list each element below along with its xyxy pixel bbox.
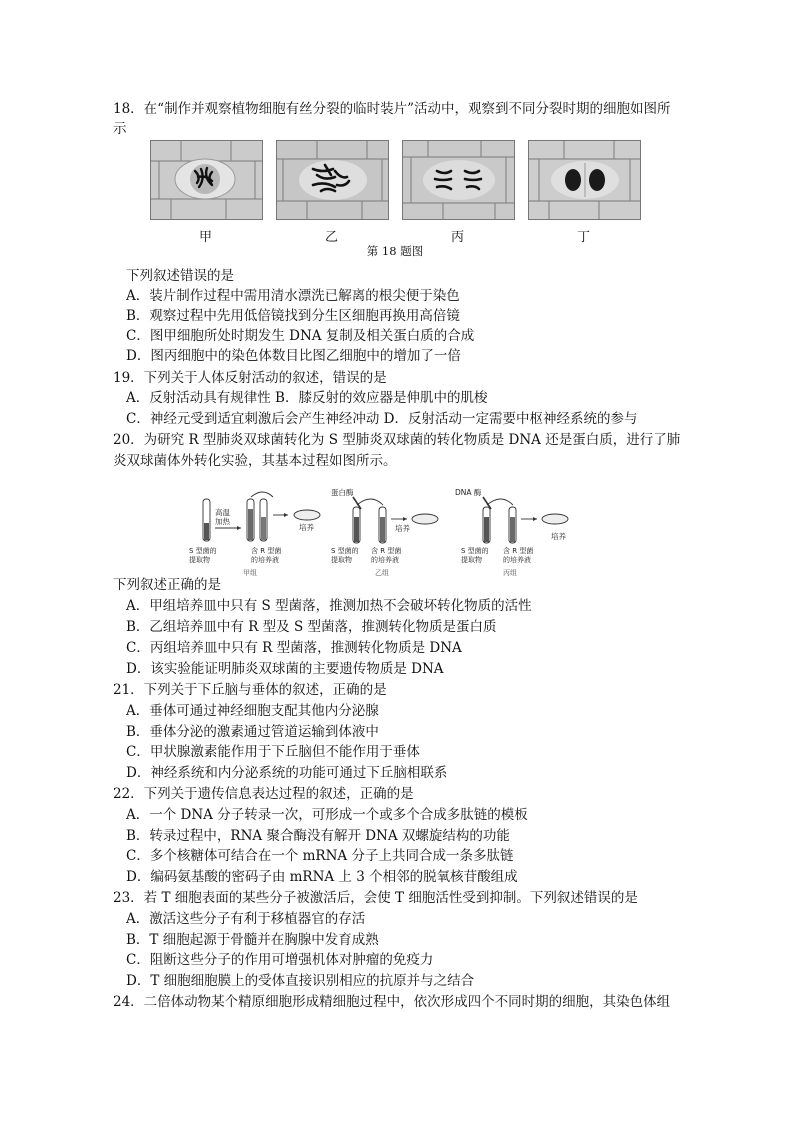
q21-option-a: A．垂体可通过神经细胞支配其他内分泌腺 (126, 703, 379, 719)
heat-label-2: 加热 (215, 517, 230, 526)
extract-label-1b: 提取物 (189, 556, 210, 564)
extract-label-2b: 提取物 (331, 556, 352, 564)
q21-stem: 21．下列关于下丘脑与垂体的叙述，正确的是 (113, 682, 387, 698)
extract-label-1a: S 型菌的 (189, 547, 217, 555)
q18-option-b: B．观察过程中先用低倍镜找到分生区细胞再换用高倍镜 (126, 308, 460, 324)
q18-lead: 下列叙述错误的是 (126, 268, 234, 284)
group-label-yi: 乙组 (375, 569, 389, 577)
q22-option-d: D．编码氨基酸的密码子由 mRNA 上 3 个相邻的脱氧核苷酸组成 (126, 869, 518, 885)
q23-stem: 23．若 T 细胞表面的某些分子被激活后，会使 T 细胞活性受到抑制。下列叙述错误的是 (113, 890, 638, 906)
q19-options-row1: A．反射活动具有规律性 B．膝反射的效应器是伸肌中的肌梭 (126, 390, 488, 406)
cell-image-ding (528, 140, 641, 220)
q20-option-c: C．丙组培养皿中只有 R 型菌落，推测转化物质是 DNA (126, 640, 462, 656)
q20-stem-line2: 炎双球菌体外转化实验，其基本过程如图所示。 (113, 453, 397, 469)
culture-label-1: 培养 (299, 523, 314, 532)
q21-option-c: C．甲状腺激素能作用于下丘脑但不能作用于垂体 (126, 744, 420, 760)
q23-option-c: C．阻断这些分子的作用可增强机体对肿瘤的免疫力 (126, 952, 434, 968)
medium-label-1a: 含 R 型菌 (251, 547, 282, 555)
cell-image-bing (402, 140, 515, 220)
q21-option-b: B．垂体分泌的激素通过管道运输到体液中 (126, 724, 379, 740)
q18-option-a: A．装片制作过程中需用清水漂洗已解离的根尖便于染色 (126, 288, 460, 304)
q20-stem-line1: 20．为研究 R 型肺炎双球菌转化为 S 型肺炎双球菌的转化物质是 DNA 还是蛋白质，进行了肺 (113, 432, 681, 448)
q23-option-b: B．T 细胞起源于骨髓并在胸腺中发育成熟 (126, 932, 379, 948)
q22-option-b: B．转录过程中，RNA 聚合酶没有解开 DNA 双螺旋结构的功能 (126, 828, 510, 844)
extract-label-3b: 提取物 (461, 556, 482, 564)
q23-option-d: D．T 细胞细胞膜上的受体直接识别相应的抗原并与之结合 (126, 973, 475, 989)
q19-stem: 19．下列关于人体反射活动的叙述，错误的是 (113, 370, 387, 386)
extract-label-2a: S 型菌的 (331, 547, 359, 555)
q23-option-a: A．激活这些分子有利于移植器官的存活 (126, 911, 366, 927)
q22-stem: 22．下列关于遗传信息表达过程的叙述，正确的是 (113, 786, 414, 802)
q22-option-a: A．一个 DNA 分子转录一次，可形成一个或多个合成多肽链的模板 (126, 807, 528, 823)
label-ding: 丁 (576, 230, 590, 245)
group-jia (189, 492, 320, 577)
medium-label-3a: 含 R 型菌 (503, 547, 534, 555)
group-bing (455, 487, 568, 577)
culture-label-3: 培养 (551, 532, 566, 541)
q20-option-a: A．甲组培养皿中只有 S 型菌落，推测加热不会破坏转化物质的活性 (126, 598, 532, 614)
q20-figure (185, 487, 605, 579)
cell-image-jia (150, 140, 263, 220)
group-label-jia: 甲组 (243, 569, 257, 577)
q22-option-c: C．多个核糖体可结合在一个 mRNA 分子上共同合成一条多肽链 (126, 848, 514, 864)
medium-label-2a: 含 R 型菌 (371, 547, 402, 555)
q18-option-d: D．图丙细胞中的染色体数目比图乙细胞中的增加了一倍 (126, 348, 461, 364)
q20-lead: 下列叙述正确的是 (113, 577, 221, 593)
medium-label-1b: 的培养液 (251, 556, 279, 564)
q18-stem-line1: 18．在“制作并观察植物细胞有丝分裂的临时装片”活动中，观察到不同分裂时期的细胞如图所 (113, 101, 671, 117)
medium-label-3b: 的培养液 (503, 556, 531, 564)
extract-label-3a: S 型菌的 (461, 547, 489, 555)
q18-figure-caption: 第 18 题图 (366, 244, 424, 258)
q24-stem: 24．二倍体动物某个精原细胞形成精细胞过程中，依次形成四个不同时期的细胞，其染色体组 (113, 994, 671, 1010)
medium-label-2b: 的培养液 (371, 556, 399, 564)
label-yi: 乙 (324, 230, 338, 245)
cell-image-yi (276, 140, 389, 220)
heat-label-1: 高温 (215, 508, 230, 517)
group-label-bing: 丙组 (503, 569, 517, 577)
label-jia: 甲 (198, 230, 212, 245)
protease-label: 蛋白酶 (331, 488, 354, 497)
culture-label-2: 培养 (395, 524, 410, 533)
q21-option-d: D．神经系统和内分泌系统的功能可通过下丘脑相联系 (126, 765, 448, 781)
dnase-label: DNA 酶 (455, 488, 482, 497)
label-bing: 丙 (450, 230, 464, 245)
q20-option-b: B．乙组培养皿中有 R 型及 S 型菌落，推测转化物质是蛋白质 (126, 619, 497, 635)
q18-stem-line2: 示 (113, 121, 127, 137)
q20-option-d: D．该实验能证明肺炎双球菌的主要遗传物质是 DNA (126, 661, 444, 677)
q18-option-c: C．图甲细胞所处时期发生 DNA 复制及相关蛋白质的合成 (126, 328, 475, 344)
q19-options-row2: C．神经元受到适宜刺激后会产生神经冲动 D．反射活动一定需要中枢神经系统的参与 (126, 411, 638, 427)
q18-figure (150, 140, 640, 260)
group-yi (331, 487, 438, 577)
